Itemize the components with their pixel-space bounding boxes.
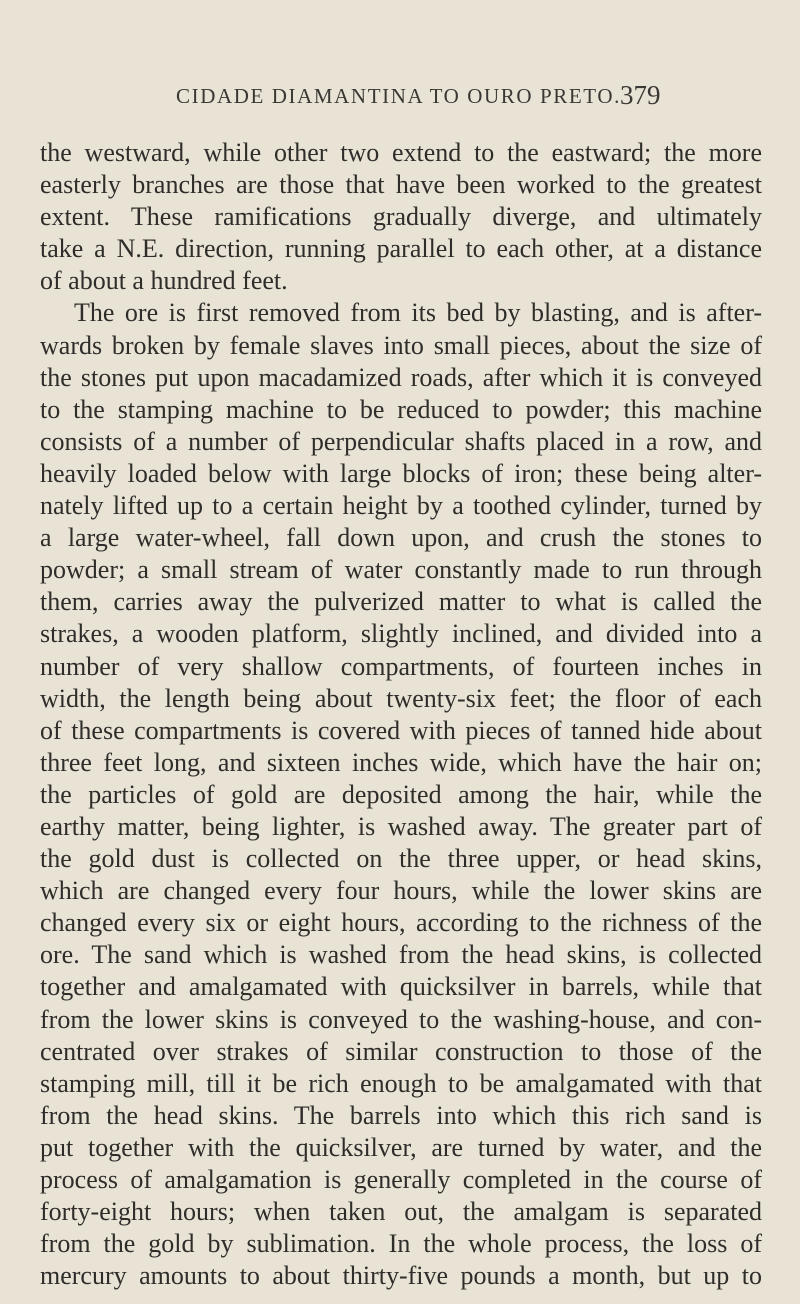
text-line: put together with the quicksilver, are turned by water, and the [40, 1132, 762, 1162]
text-line: strakes, a wooden platform, slightly inclined, and divided into a [40, 619, 762, 649]
text-line: extent. These ramifications gradually diverge, and ultimately [40, 202, 762, 232]
text-line: process of amalgamation is generally completed in the course of [40, 1165, 762, 1194]
running-title: CIDADE DIAMANTINA TO OURO PRETO. [176, 84, 621, 108]
text-line: from the lower skins is conveyed to the washing-house, and con- [40, 1004, 762, 1034]
text-line: width, the length being about twenty-six feet; the floor of each [40, 683, 762, 713]
text-line: The ore is first removed from its bed by blasting, and is after- [74, 298, 762, 328]
text-line: consists of a number of perpendicular shafts placed in a row, and [40, 426, 762, 456]
text-line: centrated over strakes of similar construction to those of the [40, 1036, 762, 1066]
page-header [0, 80, 800, 124]
page-number: 379 [620, 80, 661, 110]
text-line: earthy matter, being lighter, is washed away. The greater part of [40, 811, 762, 841]
text-line: three feet long, and sixteen inches wide, which have the hair on; [40, 747, 762, 777]
text-line: the westward, while other two extend to the eastward; the more [40, 138, 762, 167]
text-line: mercury amounts to about thirty-five pounds a month, but up to [40, 1261, 762, 1291]
text-line: take a N.E. direction, running parallel to each other, at a distance [40, 234, 762, 264]
text-line: stamping mill, till it be rich enough to be amalgamated with that [40, 1068, 762, 1098]
text-line: which are changed every four hours, while the lower skins are [40, 876, 762, 906]
text-line: heavily loaded below with large blocks of iron; these being alter- [40, 458, 762, 488]
text-line: forty-eight hours; when taken out, the amalgam is separated [40, 1197, 762, 1227]
text-line: together and amalgamated with quicksilver in barrels, while that [40, 972, 762, 1002]
text-line: from the gold by sublimation. In the whole process, the loss of [40, 1229, 762, 1259]
text-line: easterly branches are those that have been worked to the greatest [40, 170, 762, 200]
text-line: ore. The sand which is washed from the head skins, is collected [40, 940, 762, 970]
text-line: the stones put upon macadamized roads, after which it is conveyed [40, 362, 762, 392]
text-line: changed every six or eight hours, according to the richness of the [40, 908, 762, 938]
text-line: powder; a small stream of water constantly made to run through [40, 555, 762, 585]
text-line: the gold dust is collected on the three upper, or head skins, [40, 844, 762, 874]
text-line: wards broken by female slaves into small pieces, about the size of [40, 330, 762, 360]
text-line: them, carries away the pulverized matter to what is called the [40, 587, 762, 617]
body-text [40, 137, 762, 1292]
text-line: nately lifted up to a certain height by a toothed cylinder, turned by [40, 491, 762, 521]
text-line: to the stamping machine to be reduced to powder; this machine [40, 394, 762, 424]
text-line: from the head skins. The barrels into which this rich sand is [40, 1100, 762, 1130]
text-line: of these compartments is covered with pieces of tanned hide about [40, 715, 762, 745]
text-line: the particles of gold are deposited among the hair, while the [40, 779, 762, 809]
text-line: a large water-wheel, fall down upon, and crush the stones to [40, 523, 762, 553]
text-line: of about a hundred feet. [40, 266, 288, 296]
text-line: number of very shallow compartments, of fourteen inches in [40, 651, 762, 681]
